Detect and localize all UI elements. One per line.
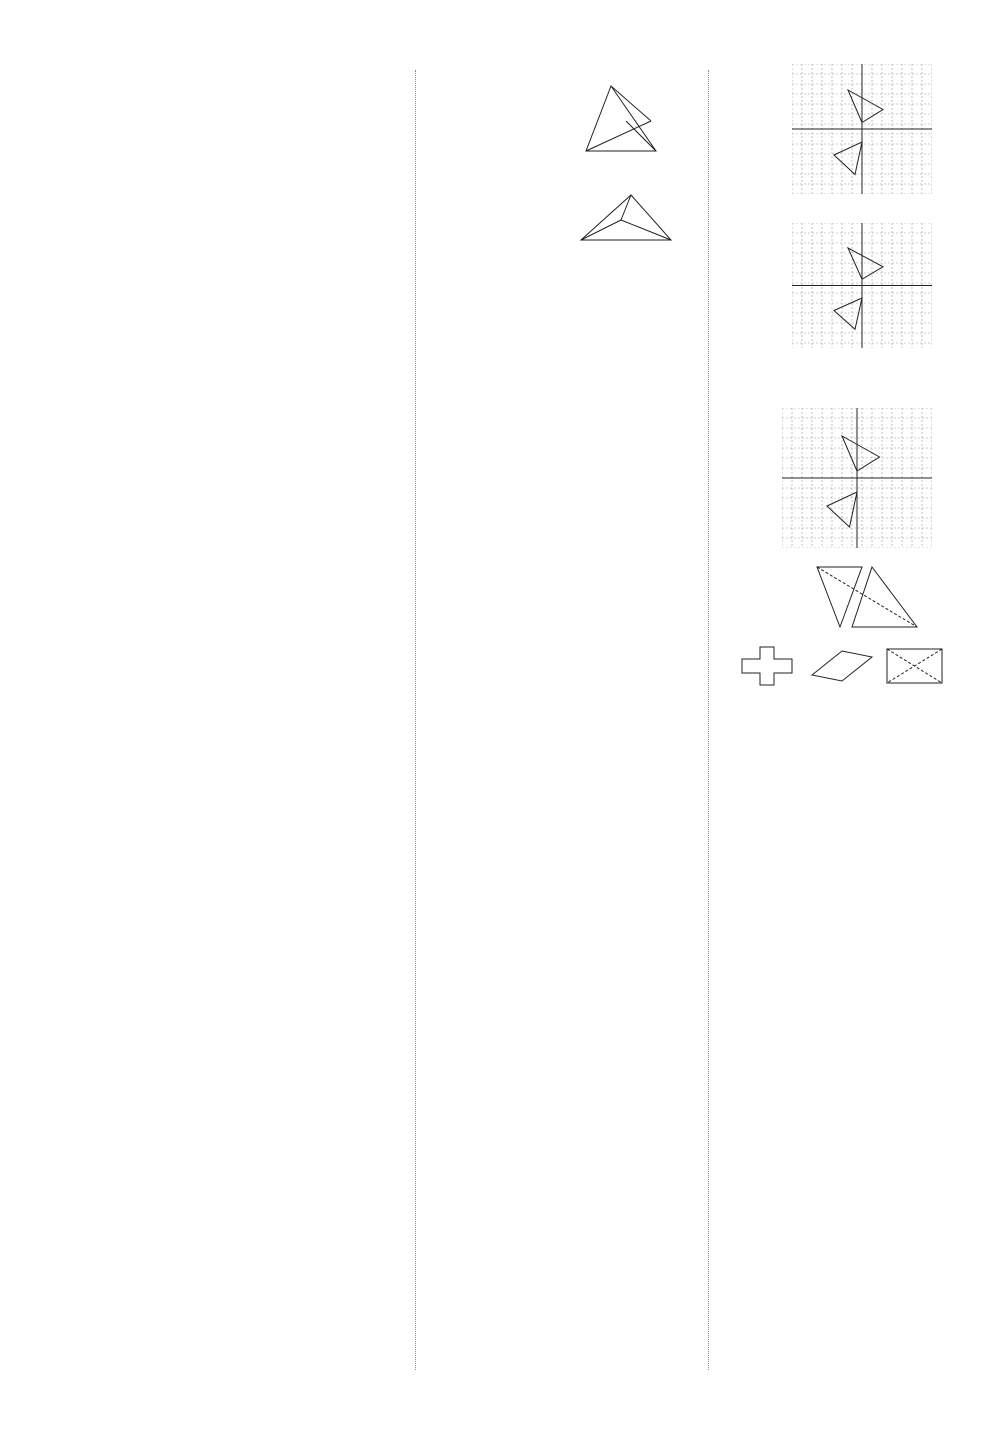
center-figures — [722, 645, 972, 692]
column-right — [722, 60, 972, 712]
grid-figure — [722, 408, 972, 553]
column-middle — [426, 60, 698, 279]
grid-figure — [722, 223, 972, 353]
triangle-figure — [426, 190, 698, 255]
column-left — [132, 60, 407, 119]
column-divider — [415, 70, 416, 1370]
grid-figure — [722, 64, 972, 199]
column-divider — [708, 70, 709, 1370]
symmetry-figure — [722, 557, 972, 642]
rotation-figure — [426, 81, 698, 166]
